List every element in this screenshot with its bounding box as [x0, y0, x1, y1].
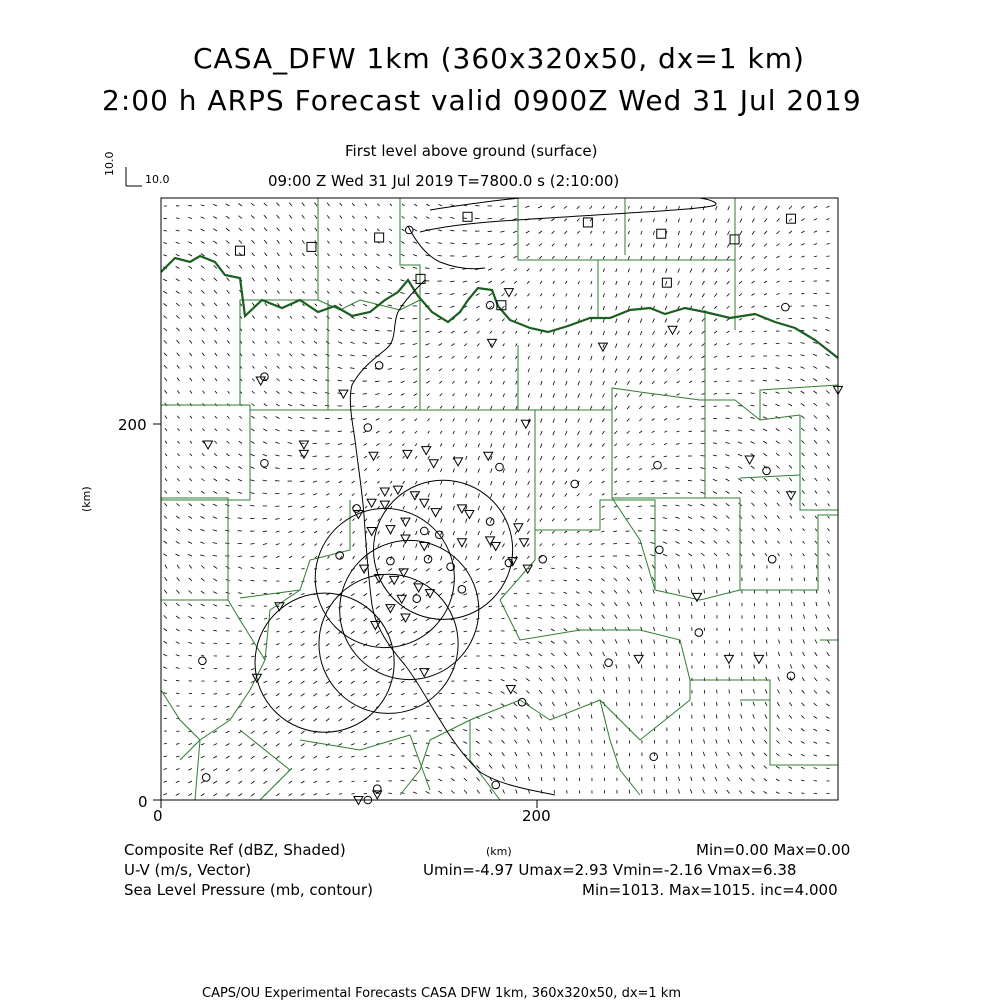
station-triangle-marker — [634, 655, 643, 663]
station-triangle-marker — [420, 669, 429, 677]
station-triangle-marker — [299, 441, 308, 449]
title-line-2: 2:00 h ARPS Forecast valid 0900Z Wed 31 Jul 2019 — [102, 84, 862, 117]
valid-time-label: 09:00 Z Wed 31 Jul 2019 T=7800.0 s (2:10:00) — [268, 172, 619, 190]
station-circle-marker — [695, 629, 703, 637]
station-triangle-marker — [367, 499, 376, 507]
station-triangle-marker — [401, 614, 410, 622]
station-triangle-marker — [401, 535, 410, 543]
county-boundaries — [161, 198, 838, 800]
radar-ring — [374, 480, 513, 619]
vector-reference-glyph — [126, 167, 142, 186]
station-triangle-marker — [369, 452, 378, 460]
x-axis-label: (km) — [486, 845, 512, 858]
station-triangle-marker — [457, 539, 466, 547]
legend-field1-stats: Min=0.00 Max=0.00 — [696, 841, 850, 859]
station-triangle-marker — [386, 526, 395, 534]
legend-field3-stats: Min=1013. Max=1015. inc=4.000 — [582, 881, 838, 899]
legend-field1-name: Composite Ref (dBZ, Shaded) — [124, 841, 346, 859]
station-square-marker — [662, 278, 671, 287]
station-circle-marker — [768, 555, 776, 563]
station-circle-marker — [413, 595, 421, 603]
station-triangle-marker — [431, 509, 440, 517]
station-circle-marker — [656, 546, 664, 554]
vector-reference-vertical: 10.0 — [103, 152, 116, 177]
station-triangle-marker — [414, 584, 423, 592]
legend-field3-name: Sea Level Pressure (mb, contour) — [124, 881, 373, 899]
station-triangle-marker — [401, 518, 410, 526]
station-triangle-marker — [380, 488, 389, 496]
station-triangle-marker — [339, 390, 348, 398]
station-square-marker — [463, 212, 472, 221]
y-tick-200: 200 — [118, 416, 147, 434]
station-circle-marker — [518, 698, 526, 706]
station-triangle-marker — [724, 655, 733, 663]
radar-range-rings — [255, 480, 513, 732]
station-circle-marker — [782, 303, 790, 311]
station-circle-marker — [375, 362, 383, 370]
station-triangle-marker — [486, 537, 495, 545]
x-tick-200: 200 — [522, 807, 551, 825]
station-circle-marker — [458, 586, 466, 594]
station-triangle-marker — [360, 565, 369, 573]
station-circle-marker — [654, 461, 662, 469]
station-triangle-marker — [386, 605, 395, 613]
station-triangle-marker — [204, 441, 213, 449]
station-circle-marker — [202, 774, 210, 782]
station-triangle-marker — [514, 524, 523, 532]
station-square-marker — [307, 242, 316, 251]
station-triangle-marker — [429, 460, 438, 468]
radar-ring — [315, 508, 454, 647]
station-square-marker — [375, 233, 384, 242]
footer-credit: CAPS/OU Experimental Forecasts CASA DFW 1km, 360x320x50, dx=1 km — [202, 986, 681, 1001]
station-triangle-marker — [454, 458, 463, 466]
station-triangle-marker — [755, 655, 764, 663]
pressure-contours — [350, 198, 716, 795]
station-circle-marker — [199, 657, 207, 665]
station-triangle-marker — [668, 326, 677, 334]
station-triangle-marker — [390, 576, 399, 584]
station-circle-marker — [539, 555, 547, 563]
station-circle-marker — [387, 557, 395, 565]
station-triangle-marker — [393, 486, 402, 494]
station-circle-marker — [364, 424, 372, 432]
station-triangle-marker — [410, 492, 419, 500]
station-triangle-marker — [519, 539, 528, 547]
station-circle-marker — [496, 463, 504, 471]
station-triangle-marker — [422, 447, 431, 455]
station-triangle-marker — [403, 450, 412, 458]
station-triangle-marker — [786, 492, 795, 500]
station-triangle-marker — [745, 456, 754, 464]
station-circle-marker — [492, 781, 500, 789]
station-square-marker — [657, 229, 666, 238]
station-triangle-marker — [420, 499, 429, 507]
wind-vector-field — [163, 203, 829, 797]
station-circle-marker — [405, 226, 413, 234]
y-axis-label: (km) — [80, 486, 93, 512]
vector-reference-horizontal: 10.0 — [145, 173, 170, 186]
station-triangle-marker — [487, 339, 496, 347]
station-triangle-marker — [397, 595, 406, 603]
station-triangle-marker — [506, 686, 515, 694]
station-triangle-marker — [465, 511, 474, 519]
y-tick-0: 0 — [138, 793, 148, 811]
station-triangle-marker — [299, 450, 308, 458]
plot-frame — [161, 198, 838, 800]
legend-field2-stats: Umin=-4.97 Umax=2.93 Vmin=-2.16 Vmax=6.38 — [423, 861, 796, 879]
station-circle-marker — [650, 753, 658, 761]
station-triangle-marker — [491, 543, 500, 551]
station-circle-marker — [486, 518, 494, 526]
legend-field2-name: U-V (m/s, Vector) — [124, 861, 251, 879]
x-tick-0: 0 — [153, 807, 163, 825]
station-circle-marker — [261, 459, 269, 467]
state-border — [161, 256, 838, 358]
station-triangle-marker — [420, 543, 429, 551]
station-circle-marker — [373, 785, 381, 793]
radar-ring — [340, 540, 479, 679]
level-label: First level above ground (surface) — [345, 142, 598, 160]
station-square-marker — [786, 214, 795, 223]
station-triangle-marker — [504, 289, 513, 297]
station-circle-marker — [605, 659, 613, 667]
station-triangle-marker — [521, 420, 530, 428]
station-circle-marker — [420, 527, 428, 535]
title-line-1: CASA_DFW 1km (360x320x50, dx=1 km) — [193, 42, 805, 75]
